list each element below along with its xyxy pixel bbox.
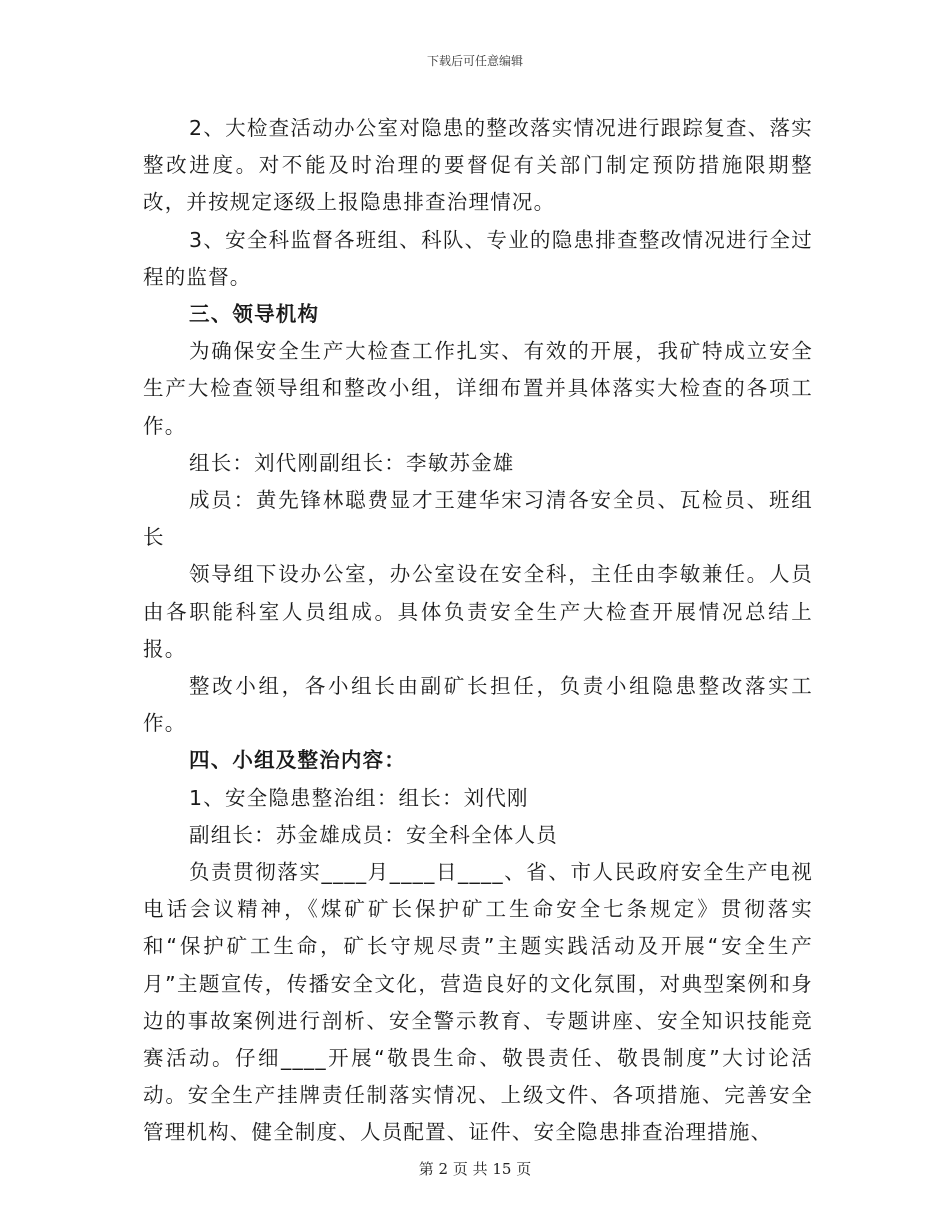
document-body — [143, 110, 813, 1152]
paragraph-leadership-purpose: 为确保安全生产大检查工作扎实、有效的开展，我矿特成立安全生产大检查领导组和整改小组，详细布置并具体落实大检查的各项工作。 — [143, 339, 813, 438]
page-header: 下载后可任意编辑 — [426, 54, 523, 68]
section-heading-leadership: 三、领导机构 — [189, 302, 320, 327]
paragraph-group-members: 成员：黄先锋林聪费显才王建华宋习清各安全员、瓦检员、班组长 — [143, 488, 813, 550]
paragraph-hazard-group-leader: 1、安全隐患整治组：组长：刘代刚 — [189, 785, 529, 810]
paragraph-rectification-tracking: 2、大检查活动办公室对隐患的整改落实情况进行跟踪复查、落实整改进度。对不能及时治理的要督促有关部门制定预防措施限期整改，并按规定逐级上报隐患排查治理情况。 — [143, 116, 813, 215]
paragraph-hazard-group-duties: 负责贯彻落实____月____日____、省、市人民政府安全生产电视电话会议精神，《煤矿矿长保护矿工生命安全七条规定》贯彻落实和“保护矿工生命，矿长守规尽责”主题实践活动及开展“安全生产月”主题宣传，传播安全文化，营造良好的文化氛围，对典型案例和身边的事故案例进行剖析、安全警示教育、专题讲座、安全知识技能竞赛活动。仔细____开展“敬畏生命、敬畏责任、敬畏制度”大讨论活动。安全生产挂牌责任制落实情况、上级文件、各项措施、完善安全管理机构、健全制度、人员配置、证件、安全隐患排查治理措施、 — [143, 860, 813, 1145]
paragraph-safety-supervision: 3、安全科监督各班组、科队、专业的隐患排查整改情况进行全过程的监督。 — [143, 227, 813, 289]
section-heading-groups-content: 四、小组及整治内容： — [189, 748, 406, 773]
paragraph-office-setup: 领导组下设办公室，办公室设在安全科，主任由李敏兼任。人员由各职能科室人员组成。具体负责安全生产大检查开展情况总结上报。 — [143, 562, 813, 661]
paragraph-group-leaders: 组长：刘代刚副组长：李敏苏金雄 — [189, 450, 515, 475]
paragraph-rectification-team: 整改小组，各小组长由副矿长担任，负责小组隐患整改落实工作。 — [143, 674, 813, 736]
page-footer: 第 2 页 共 15 页 — [418, 1160, 532, 1178]
paragraph-hazard-group-members: 副组长：苏金雄成员：安全科全体人员 — [189, 822, 558, 847]
